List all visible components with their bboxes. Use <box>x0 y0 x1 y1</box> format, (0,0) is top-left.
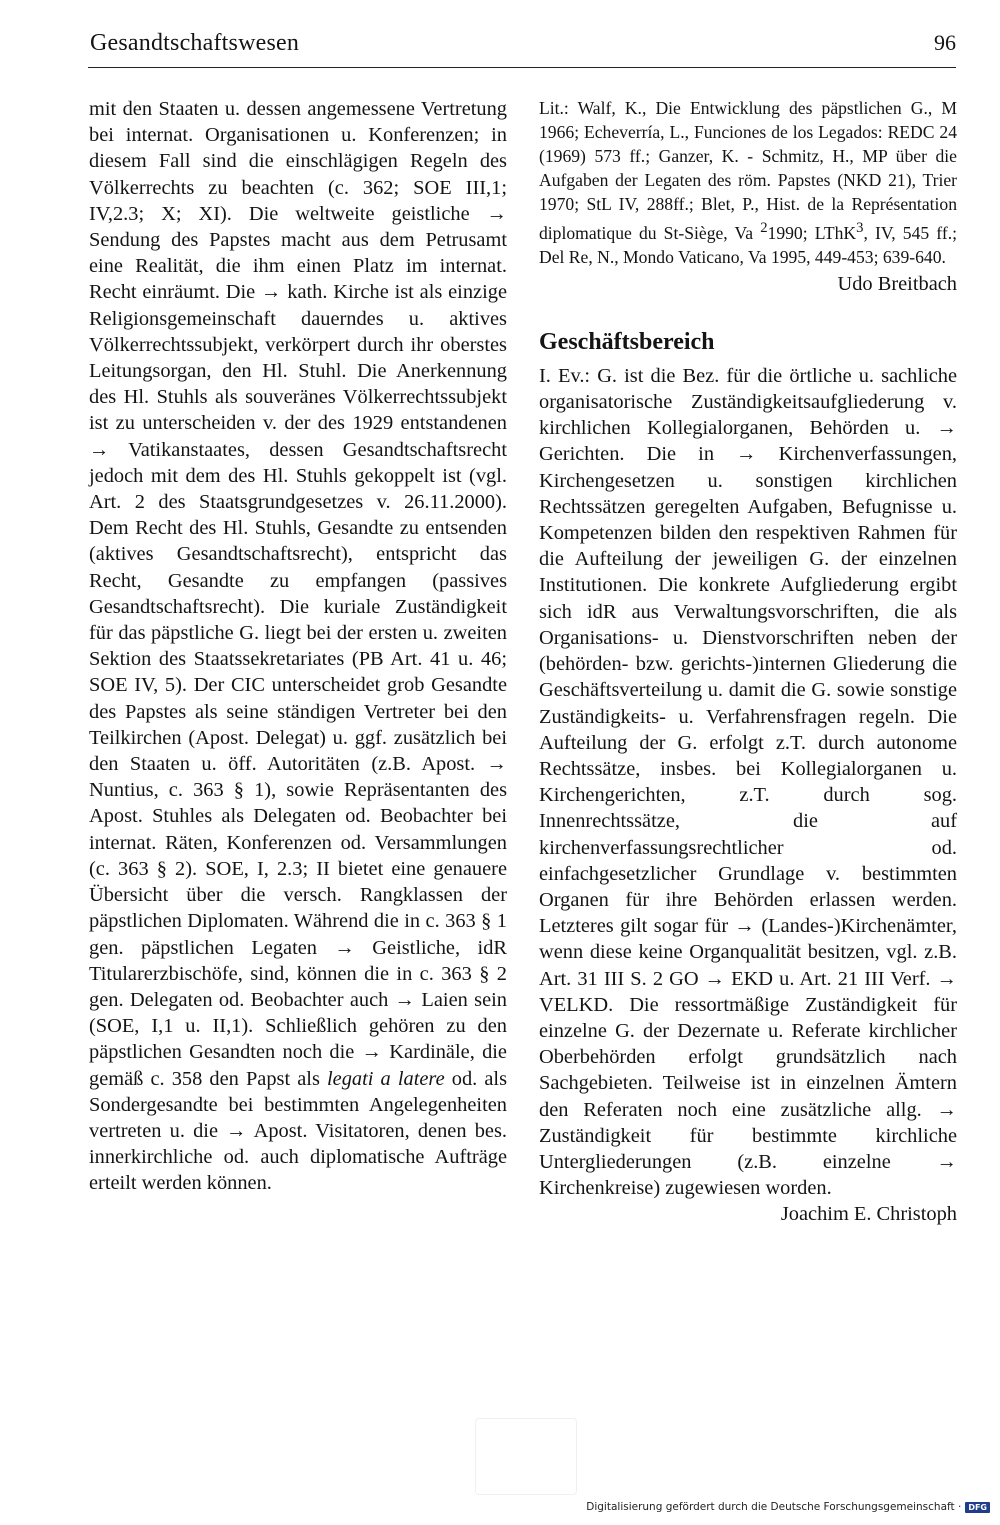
author-signature-1: Udo Breitbach <box>837 272 957 295</box>
literature-text-b: 1990; LThK <box>767 222 857 243</box>
dfg-logo: DFG <box>965 1502 990 1513</box>
literature-list <box>539 96 957 269</box>
running-header-title: Gesandtschaftswesen <box>90 30 300 56</box>
literature-superscript-1: 2 <box>760 220 768 236</box>
literature-text-a: Lit.: Walf, K., Die Entwicklung des päpstlichen G., M 1966; Echeverría, L., Funciones de los Legados: REDC 24 (1969) 573 ff.; Ganzer, K. - Schmitz, H., MP über die Aufgaben der Legaten des röm. Papstes (NKD 21), Trier 1970; StL IV, 288ff.; Blet, P., Hist. de la Représentation diplomatique du St-Siège, Va <box>539 98 957 243</box>
left-column <box>89 96 507 1197</box>
header-rule <box>88 67 956 68</box>
literature-text-c: , IV, 545 ff.; Del Re, N., Mondo Vaticano, Va 1995, 449-453; 639-640. <box>539 222 957 267</box>
author-signature-2: Joachim E. Christoph <box>780 1203 957 1226</box>
left-column-text: mit den Staaten u. dessen angemessene Vertretung bei internat. Organisationen u. Konferenzen; in diesem Fall sind die einschlägigen Regeln des Völkerrechts zu beachten (c. 362; SOE III,1; IV,2.3; X; XI). Die weltweite geistliche → Sendung des Papstes macht aus dem Petrusamt eine Realität, die ihm einen Platz im internat. Recht einräumt. Die → kath. Kirche ist als einzige Religionsgemeinschaft dauerndes u. aktives Völkerrechtssubjekt, verkörpert durch ihr oberstes Leitungsorgan, den Hl. Stuhl. Die Anerkennung des Hl. Stuhls als souveränes Völkerrechtssubjekt ist zu unterscheiden v. der des 1929 entstandenen → Vatikanstaates, dessen Gesandtschaftsrecht jedoch mit dem des Hl. Stuhls gekoppelt ist (vgl. Art. 2 des Staatsgrundgesetzes v. 26.11.2000). Dem Recht des Hl. Stuhls, Gesandte zu entsenden (aktives Gesandtschaftsrecht), entspricht das Recht, Gesandte zu empfangen (passives Gesandtschaftsrecht). Die kuriale Zuständigkeit für das päpstliche G. liegt bei der ersten u. zweiten Sektion des Staatssekretariates (PB Art. 41 u. 46; SOE IV, 5). Der CIC unterscheidet grob Gesandte des Papstes als seine ständigen Vertreter bei den Teilkirchen (Apost. Delegat) u. ggf. zusätzlich bei den Staaten u. öff. Autoritäten (z.B. Apost. → Nuntius, c. 363 § 1), sowie Repräsentanten des Apost. Stuhles als Delegaten od. Beobachter bei internat. Räten, Konferenzen od. Versammlungen (c. 363 § 2). SOE, I, 2.3; II bietet eine genauere Übersicht über die versch. Rangklassen der päpstlichen Diplomaten. Während die in c. 363 § 1 gen. päpstlichen Legaten → Geistliche, idR Titularerzbischöfe, sind, können die in c. 363 § 2 gen. Delegaten od. Beobachter auch → Laien sein (SOE, I,1 u. II,1). Schließlich gehören zu den päpstlichen Gesandten noch die → Kardinäle, die gemäß c. 358 den Papst als <box>89 98 507 1090</box>
page-number: 96 <box>934 30 956 55</box>
left-column-text-end: od. als Sondergesandte bei bestimmten Angelegenheiten vertreten u. die → Apost. Visitatoren, denen bes. innerkirchliche od. auch diplomatische Aufträge erteilt werden können. <box>89 1067 508 1195</box>
entry-heading: Geschäftsbereich <box>539 328 715 355</box>
footer-text: Digitalisierung gefördert durch die Deutsche Forschungsgemeinschaft · <box>586 1501 962 1513</box>
literature-superscript-2: 3 <box>856 220 864 236</box>
library-stamp <box>475 1418 577 1495</box>
digitization-footer <box>586 1501 990 1513</box>
right-column <box>539 96 957 1228</box>
italic-term: legati a latere <box>327 1067 445 1090</box>
left-column-paragraph <box>89 96 507 1197</box>
entry-body: I. Ev.: G. ist die Bez. für die örtliche u. sachliche organisatorische Zuständigkeitsaufgliederung v. kirchlichen Kollegialorganen, Behörden u. → Gerichten. Die in → Kirchenverfassungen, Kirchengesetzen u. sonstigen kirchlichen Rechtssätzen geregelten Aufgaben, Befugnisse u. Kompetenzen bilden den respektiven Rahmen für die Aufteilung der jeweiligen G. der einzelnen Institutionen. Die konkrete Aufgliederung ergibt sich idR aus Verwaltungsvorschriften, die als Organisations- u. Dienstvorschriften neben der (behörden- bzw. gerichts-)internen Gliederung die Geschäftsverteilung u. damit die G. sowie sonstige Zuständigkeits- u. Verfahrensfragen regeln. Die Aufteilung der G. erfolgt z.T. durch autonome Rechtssätze, insbes. bei Kollegialorganen u. Kirchengerichten, z.T. durch sog. Innenrechtssätze, die auf kirchenverfassungsrechtlicher od. einfachgesetzlicher Grundlage v. bestimmten Organen für ihre Behörden erlassen werden. Letzteres gilt sogar für → (Landes-)Kirchenämter, wenn diese keine Organqualität besitzen, vgl. z.B. Art. 31 III S. 2 GO → EKD u. Art. 21 III Verf. → VELKD. Die ressortmäßige Zuständigkeit für einzelne G. der Dezernate u. Referate kirchlicher Oberbehörden erfolgt grundsätzlich nach Sachgebieten. Teilweise ist in einzelnen Ämtern den Referaten noch eine zusätzliche allg. → Zuständigkeit für bestimmte kirchliche Untergliederungen (z.B. einzelne → Kirchenkreise) zugewiesen worden. <box>539 364 957 1200</box>
